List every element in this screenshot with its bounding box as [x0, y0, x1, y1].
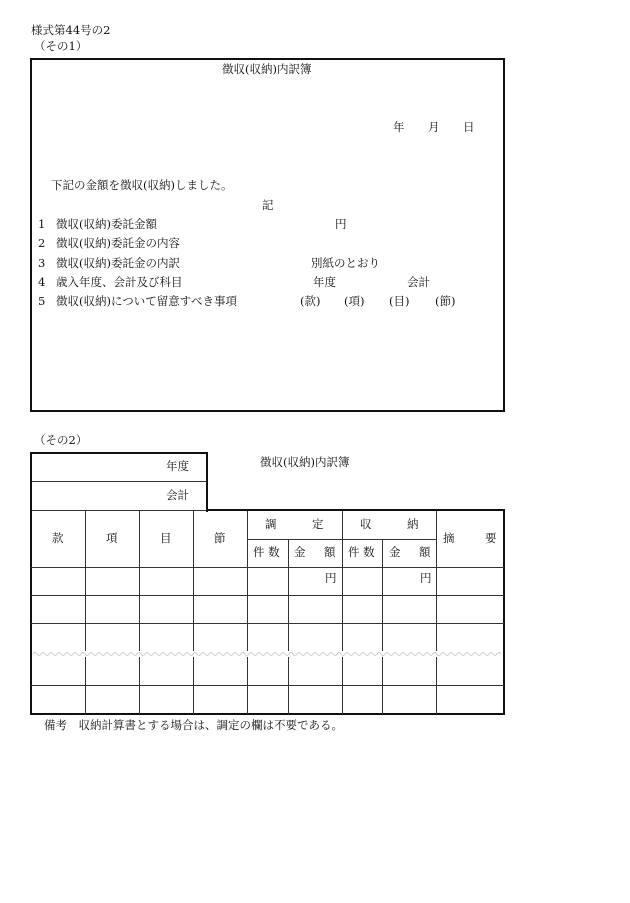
item-5-kan: (款) [300, 294, 321, 308]
shuno-yen: 円 [420, 571, 432, 585]
header-chotei-1: 調 [265, 517, 277, 531]
chotei-yen: 円 [325, 571, 337, 585]
row-line [31, 623, 504, 624]
header-kingaku-1b: 額 [324, 545, 336, 559]
row-line [31, 595, 504, 596]
item-3-value: 別紙のとおり [311, 256, 380, 270]
item-5-setsu: (節) [435, 294, 456, 308]
col-line [139, 511, 140, 714]
col-line [85, 511, 86, 714]
item-5-num: 5 [38, 294, 46, 308]
header-tekiyo-2: 要 [485, 531, 497, 545]
col-line [288, 539, 289, 714]
year-label: 年度 [166, 459, 189, 473]
row-line [247, 539, 437, 540]
header-shuno-1: 収 [360, 517, 372, 531]
header-tekiyo-1: 摘 [443, 531, 455, 545]
account-label: 会計 [166, 488, 189, 502]
part1-title: 徴収(収納)内訳簿 [222, 62, 312, 76]
col-line [247, 511, 248, 714]
part1-label: （その1） [34, 39, 88, 53]
item-5-kou: (項) [344, 294, 365, 308]
item-4-account: 会計 [407, 275, 430, 289]
item-5-moku: (目) [389, 294, 410, 308]
item-1-text: 徴収(収納)委託金額 [56, 217, 157, 231]
col-line [193, 511, 194, 714]
item-4-year: 年度 [313, 275, 336, 289]
intro-text: 下記の金額を徴収(収納)しました。 [51, 178, 233, 192]
form-number: 様式第44号の2 [31, 23, 111, 37]
header-kingaku-1a: 金 [294, 545, 306, 559]
item-5-text: 徴収(収納)について留意すべき事項 [56, 294, 238, 308]
header-shuno-2: 納 [407, 517, 419, 531]
part1-box [30, 58, 505, 412]
divider [31, 481, 207, 482]
part2-label: （その2） [34, 433, 88, 447]
item-2-text: 徴収(収納)委託金の内容 [56, 236, 180, 250]
break-line [33, 651, 503, 657]
header-kensu-2: 件 数 [348, 545, 375, 559]
header-kingaku-2b: 額 [419, 545, 431, 559]
date-year: 年 [393, 120, 405, 134]
date-month: 月 [428, 120, 440, 134]
item-2-num: 2 [38, 236, 46, 250]
item-1-num: 1 [38, 217, 46, 231]
date-day: 日 [463, 120, 475, 134]
row-line [31, 567, 504, 568]
header-moku: 目 [160, 531, 172, 545]
header-kou: 項 [106, 531, 118, 545]
header-kensu-1: 件 数 [253, 545, 280, 559]
col-line [436, 511, 437, 714]
border [30, 452, 32, 715]
border [30, 713, 505, 715]
divider [31, 510, 207, 511]
remarks-note: 備考 収納計算書とする場合は、調定の欄は不要である。 [44, 718, 343, 732]
col-line [342, 511, 343, 714]
header-kingaku-2a: 金 [389, 545, 401, 559]
header-chotei-2: 定 [312, 517, 324, 531]
part2-title: 徴収(収納)内訳簿 [260, 455, 350, 469]
border [31, 452, 208, 454]
item-3-num: 3 [38, 256, 46, 270]
col-line [382, 539, 383, 714]
item-4-text: 歳入年度、会計及び科目 [56, 275, 183, 289]
row-line [31, 685, 504, 686]
item-4-num: 4 [38, 275, 46, 289]
ki-heading: 記 [262, 198, 274, 212]
border [206, 509, 505, 511]
item-1-value: 円 [335, 217, 347, 231]
header-setsu: 節 [214, 531, 226, 545]
header-kan: 款 [52, 531, 64, 545]
border [206, 452, 208, 512]
item-3-text: 徴収(収納)委託金の内訳 [56, 256, 180, 270]
